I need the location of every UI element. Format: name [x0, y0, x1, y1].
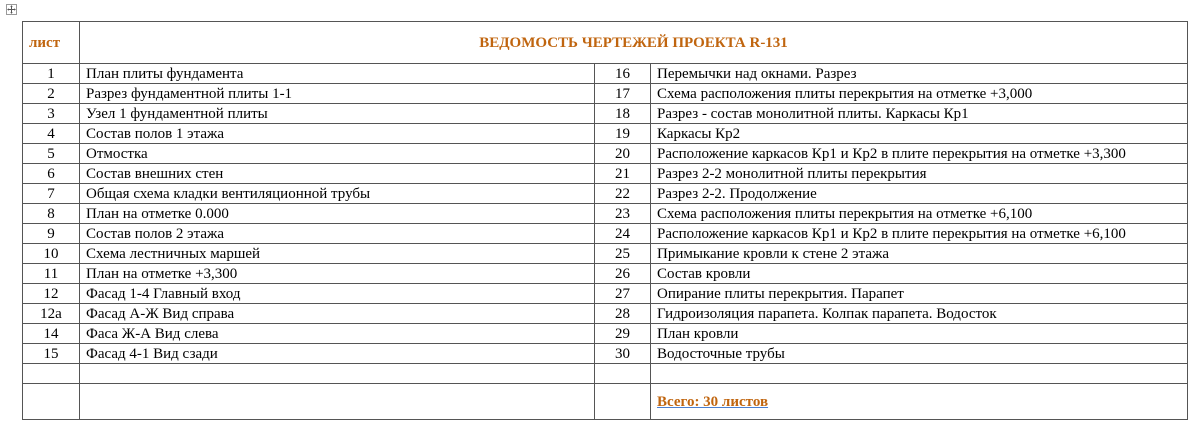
sheet-number-left: 14 [23, 324, 80, 344]
sheet-title-left: Фасад А-Ж Вид справа [80, 304, 595, 324]
sheet-title-right: Разрез 2-2. Продолжение [651, 184, 1188, 204]
sheet-number-right: 17 [595, 84, 651, 104]
table-row [23, 204, 1188, 224]
sheet-number-right: 23 [595, 204, 651, 224]
table-move-handle-icon[interactable] [6, 4, 17, 15]
sheet-number-right: 26 [595, 264, 651, 284]
sheet-title-right: Разрез 2-2 монолитной плиты перекрытия [651, 164, 1188, 184]
empty-cell [23, 364, 80, 384]
sheet-number-left: 2 [23, 84, 80, 104]
table-row [23, 324, 1188, 344]
sheet-title-right: Примыкание кровли к стене 2 этажа [651, 244, 1188, 264]
total-sheets-cell [651, 384, 1188, 420]
sheet-number-right: 16 [595, 64, 651, 84]
sheet-number-left: 5 [23, 144, 80, 164]
table-row [23, 284, 1188, 304]
table-row [23, 304, 1188, 324]
sheet-title-left: План на отметке 0.000 [80, 204, 595, 224]
sheet-title-left: Разрез фундаментной плиты 1-1 [80, 84, 595, 104]
sheet-title-right: Схема расположения плиты перекрытия на отметке +6,100 [651, 204, 1188, 224]
sheet-number-left: 3 [23, 104, 80, 124]
sheet-number-left: 15 [23, 344, 80, 364]
sheet-number-right: 24 [595, 224, 651, 244]
empty-cell [651, 364, 1188, 384]
sheet-title-left: Фасад 1-4 Главный вход [80, 284, 595, 304]
table-row [23, 144, 1188, 164]
sheet-title-right: Схема расположения плиты перекрытия на отметке +3,000 [651, 84, 1188, 104]
table-row [23, 224, 1188, 244]
sheet-title-right: Состав кровли [651, 264, 1188, 284]
empty-cell [595, 384, 651, 420]
empty-row [23, 364, 1188, 384]
sheet-title-left: Состав внешних стен [80, 164, 595, 184]
empty-cell [23, 384, 80, 420]
header-row [23, 22, 1188, 64]
sheet-number-right: 28 [595, 304, 651, 324]
sheet-number-left: 7 [23, 184, 80, 204]
sheet-number-right: 18 [595, 104, 651, 124]
total-row [23, 384, 1188, 420]
table-row [23, 184, 1188, 204]
empty-cell [80, 364, 595, 384]
sheet-title-right: Каркасы Кр2 [651, 124, 1188, 144]
sheet-number-left: 8 [23, 204, 80, 224]
sheet-number-left: 11 [23, 264, 80, 284]
sheet-number-left: 1 [23, 64, 80, 84]
sheet-title-right: Водосточные трубы [651, 344, 1188, 364]
sheet-number-left: 4 [23, 124, 80, 144]
sheet-title-right: Гидроизоляция парапета. Колпак парапета. Водосток [651, 304, 1188, 324]
sheet-number-left: 6 [23, 164, 80, 184]
sheet-number-left: 12а [23, 304, 80, 324]
sheet-number-left: 9 [23, 224, 80, 244]
table-row [23, 164, 1188, 184]
sheet-title-left: План на отметке +3,300 [80, 264, 595, 284]
total-sheets-label: Всего: 30 листов [657, 393, 769, 410]
sheet-number-left: 12 [23, 284, 80, 304]
table-row [23, 84, 1188, 104]
sheet-title-right: Расположение каркасов Кр1 и Кр2 в плите перекрытия на отметке +3,300 [651, 144, 1188, 164]
sheet-title-left: Фаса Ж-А Вид слева [80, 324, 595, 344]
sheet-title-right: Опирание плиты перекрытия. Парапет [651, 284, 1188, 304]
sheet-number-right: 30 [595, 344, 651, 364]
drawings-register-table [22, 21, 1188, 420]
sheet-title-left: Состав полов 2 этажа [80, 224, 595, 244]
sheet-title-right: План кровли [651, 324, 1188, 344]
sheet-title-right: Разрез - состав монолитной плиты. Каркасы Кр1 [651, 104, 1188, 124]
sheet-title-left: План плиты фундамента [80, 64, 595, 84]
sheet-title-left: Состав полов 1 этажа [80, 124, 595, 144]
table-row [23, 124, 1188, 144]
sheet-number-right: 19 [595, 124, 651, 144]
sheet-title-right: Перемычки над окнами. Разрез [651, 64, 1188, 84]
sheet-title-left: Отмостка [80, 144, 595, 164]
table-row [23, 244, 1188, 264]
table-row [23, 264, 1188, 284]
sheet-title-left: Фасад 4-1 Вид сзади [80, 344, 595, 364]
sheet-number-right: 22 [595, 184, 651, 204]
sheet-number-right: 27 [595, 284, 651, 304]
sheet-column-header: лист [23, 22, 80, 64]
table-row [23, 64, 1188, 84]
empty-cell [595, 364, 651, 384]
document-title: ВЕДОМОСТЬ ЧЕРТЕЖЕЙ ПРОЕКТА R-131 [80, 22, 1188, 64]
sheet-number-right: 25 [595, 244, 651, 264]
sheet-title-left: Общая схема кладки вентиляционной трубы [80, 184, 595, 204]
table-row [23, 104, 1188, 124]
sheet-title-left: Узел 1 фундаментной плиты [80, 104, 595, 124]
sheet-number-right: 21 [595, 164, 651, 184]
table-row [23, 344, 1188, 364]
sheet-number-left: 10 [23, 244, 80, 264]
sheet-number-right: 20 [595, 144, 651, 164]
sheet-title-right: Расположение каркасов Кр1 и Кр2 в плите перекрытия на отметке +6,100 [651, 224, 1188, 244]
sheet-title-left: Схема лестничных маршей [80, 244, 595, 264]
sheet-number-right: 29 [595, 324, 651, 344]
empty-cell [80, 384, 595, 420]
